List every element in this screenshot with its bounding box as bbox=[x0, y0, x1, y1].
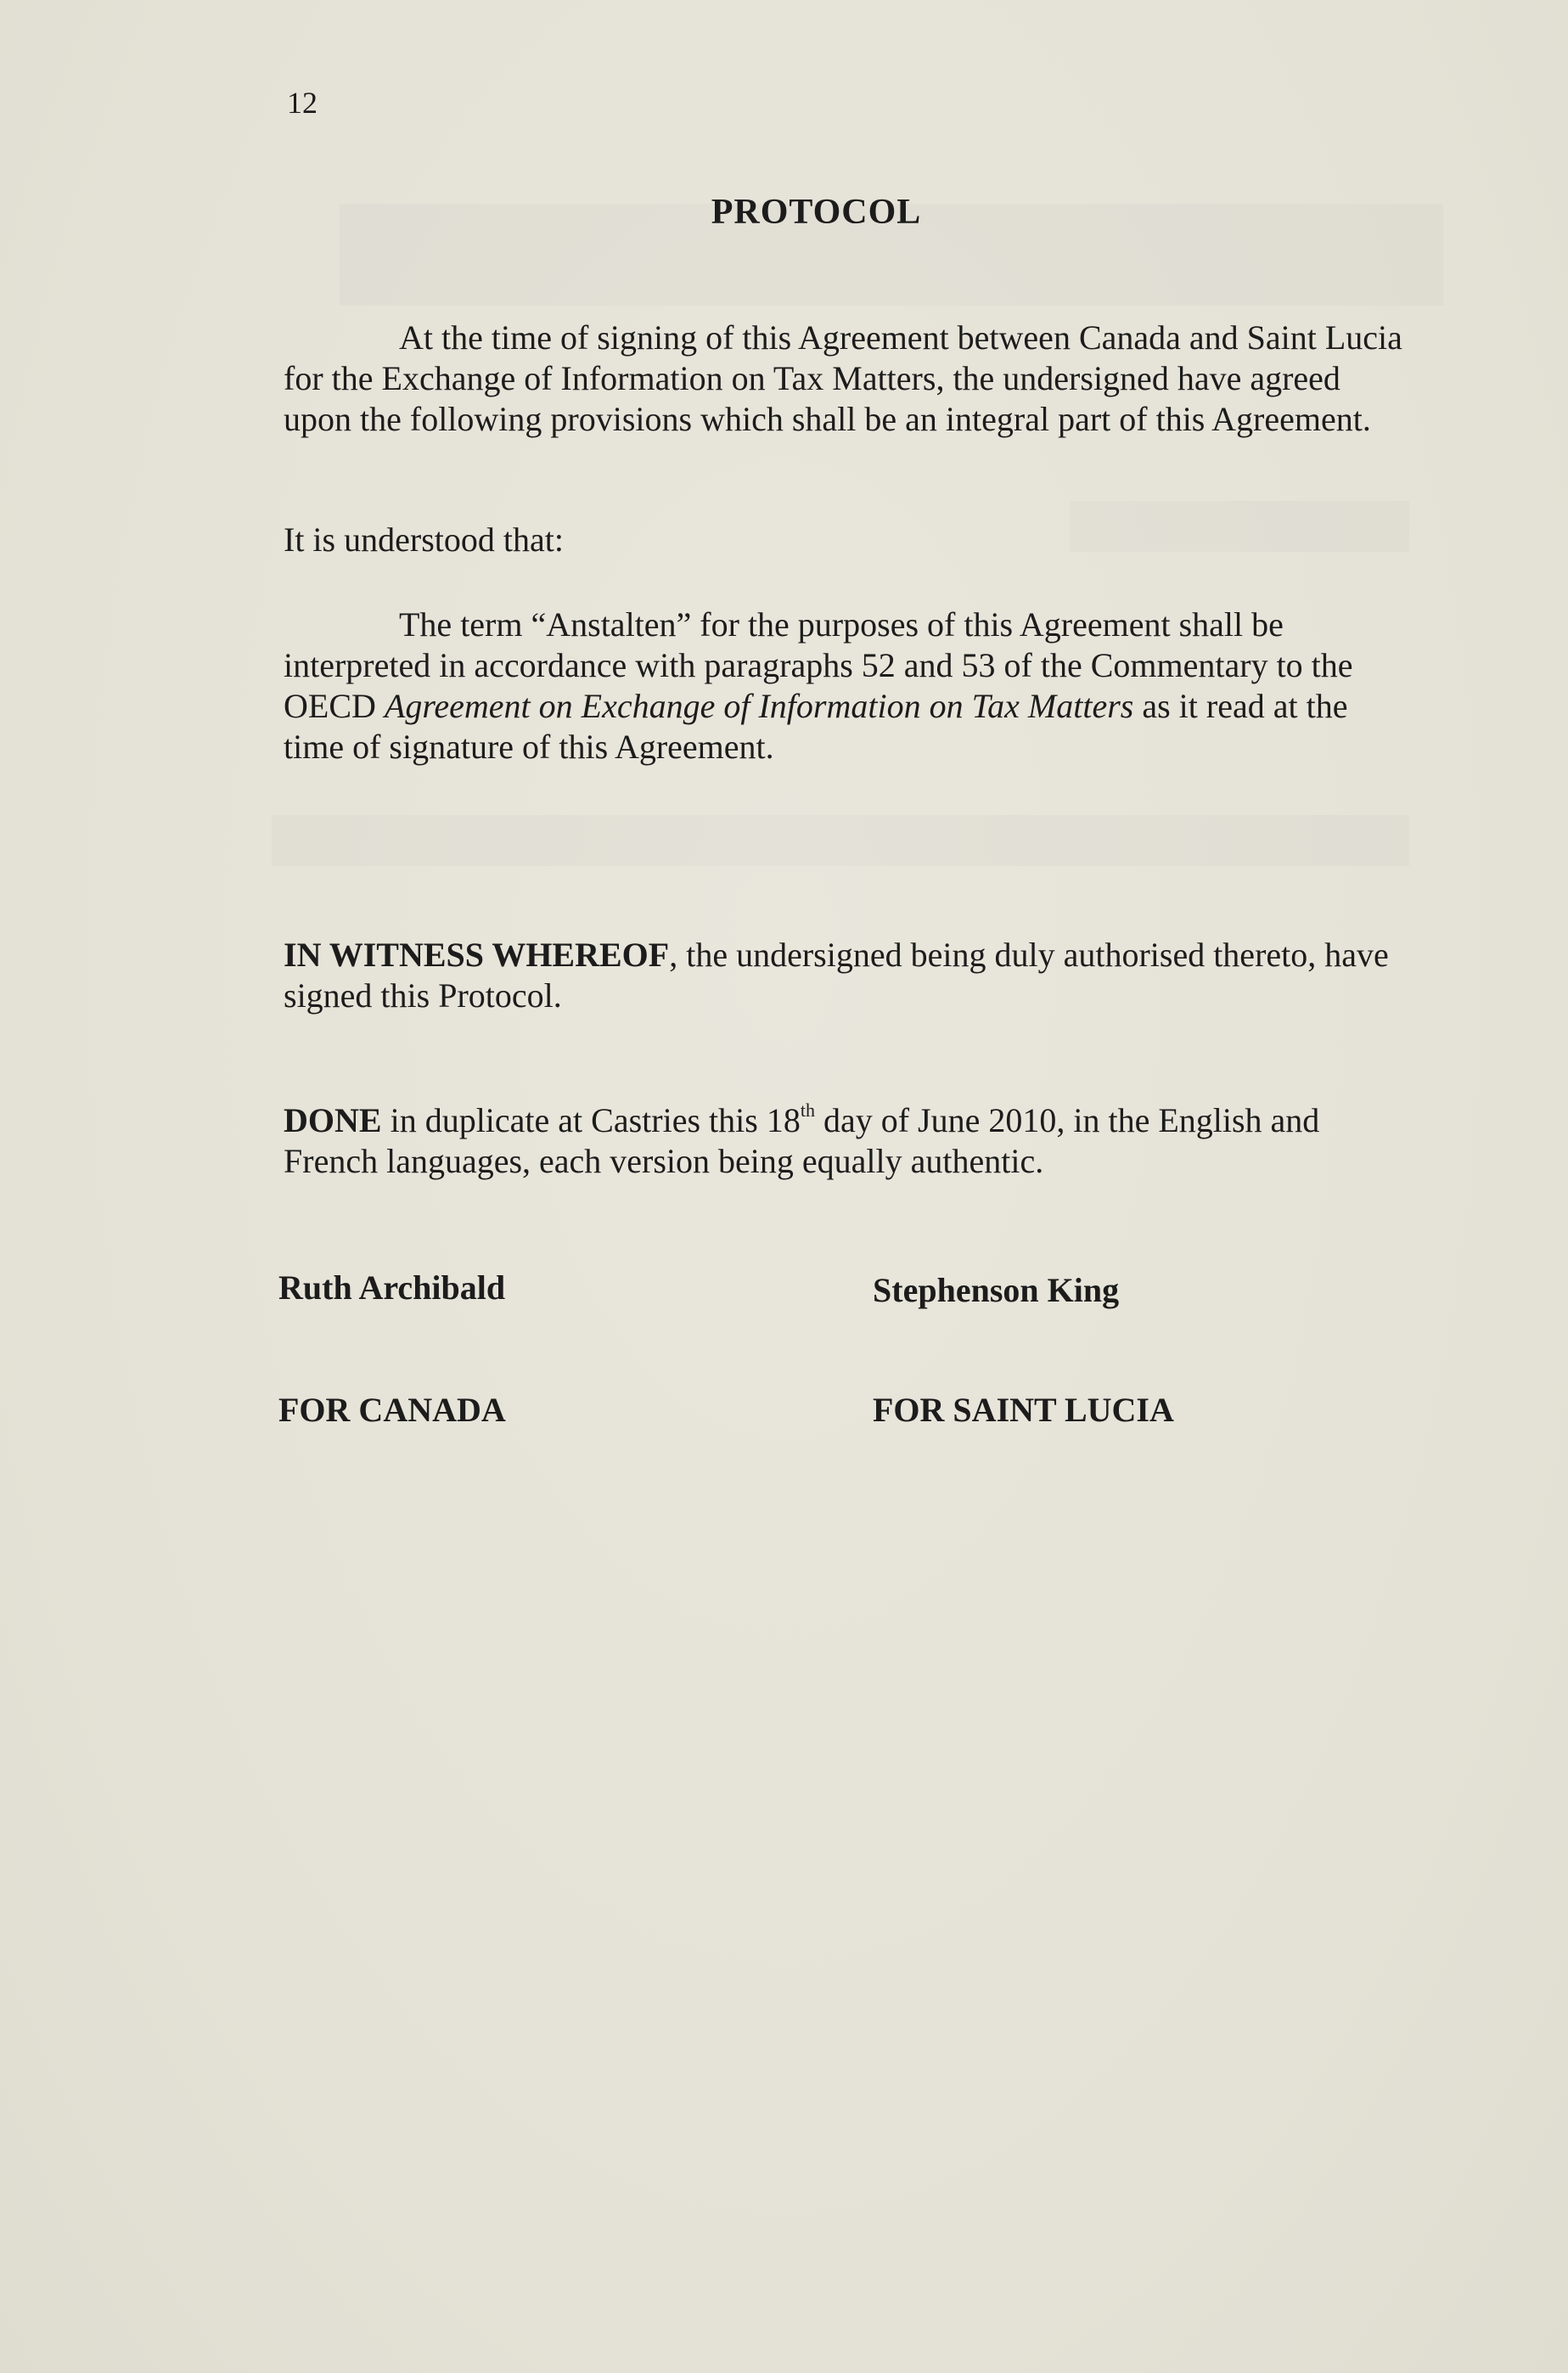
page-number: 12 bbox=[287, 86, 318, 120]
intro-paragraph: At the time of signing of this Agreement between Canada and Saint Lucia for the Exchange of Information on Tax Matters, the undersigned have agreed upon the following provisions which shall be an integral part of this Agreement. bbox=[284, 318, 1402, 438]
witness-heading: IN WITNESS WHEREOF bbox=[284, 936, 670, 974]
anstalten-text-end: as it read at the time of signature of this Agreement. bbox=[284, 687, 1348, 766]
done-paragraph bbox=[284, 1100, 1413, 1182]
bleed-through-shadow bbox=[272, 815, 1409, 866]
done-text-start: in duplicate at Castries this 18 bbox=[381, 1101, 801, 1139]
signatory-saint-lucia: Stephenson King bbox=[873, 1271, 1120, 1309]
witness-text: , the undersigned being duly authorised thereto, have signed this Protocol. bbox=[284, 936, 1389, 1015]
agreement-title-italic: Agreement on Exchange of Information on Tax Matters bbox=[384, 687, 1134, 725]
ordinal-suffix: th bbox=[800, 1099, 815, 1121]
anstalten-text-start: The term “Anstalten” for the purposes of this Agreement shall be interpreted in accordance with paragraphs 52 and 53 of the Commentary to the OECD bbox=[284, 605, 1353, 725]
anstalten-paragraph bbox=[284, 604, 1413, 768]
label-for-canada: FOR CANADA bbox=[278, 1391, 506, 1429]
witness-paragraph bbox=[284, 935, 1413, 1016]
understood-paragraph: It is understood that: bbox=[284, 520, 564, 559]
done-heading: DONE bbox=[284, 1101, 382, 1139]
done-text-end: day of June 2010, in the English and French languages, each version being equally authentic. bbox=[284, 1101, 1320, 1180]
signatory-canada: Ruth Archibald bbox=[278, 1268, 506, 1307]
label-for-saint-lucia: FOR SAINT LUCIA bbox=[873, 1391, 1174, 1429]
page-title: PROTOCOL bbox=[711, 193, 922, 232]
